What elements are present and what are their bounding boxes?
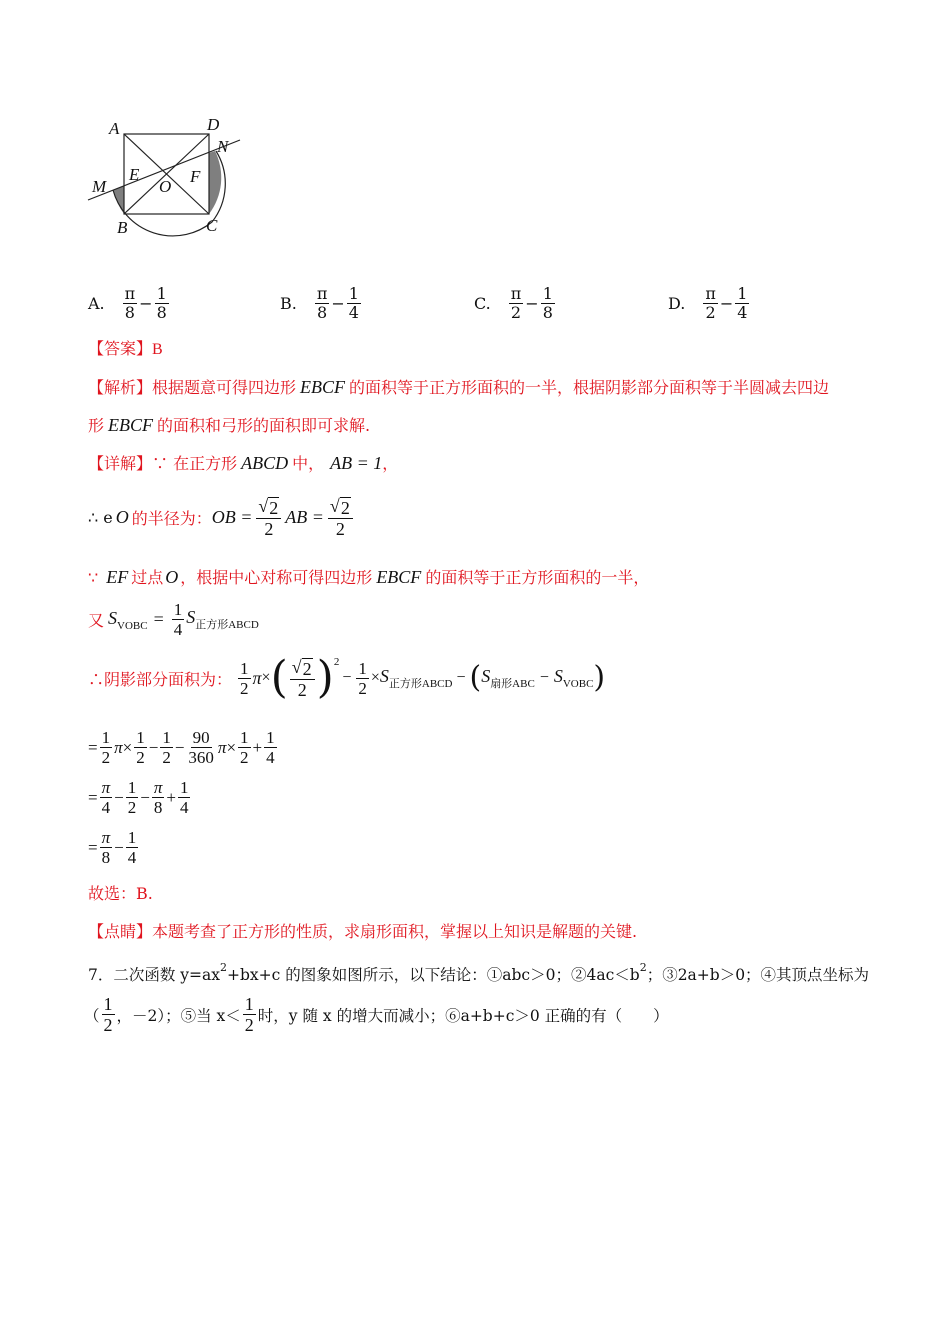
label-n: N: [217, 137, 229, 156]
opt-b-t1d: 8: [317, 303, 328, 322]
s-sector-sub: 扇形ABC: [490, 677, 535, 690]
geometry-figure: [80, 110, 250, 240]
s1d: 2: [136, 748, 145, 767]
analysis-p1: 根据题意可得四边形: [152, 378, 297, 397]
opt-c-t2n: 1: [542, 284, 553, 303]
detail-ab1: AB = 1: [330, 453, 383, 473]
q7-line-2: [84, 994, 669, 1035]
s3a: π: [101, 828, 111, 847]
q7-half-d-a: 2: [103, 1015, 113, 1035]
q7-half-d-b: 2: [244, 1015, 254, 1035]
detail-l4a: 又: [88, 611, 105, 630]
s2e: π: [153, 778, 163, 797]
choose-line: [88, 886, 153, 902]
quarter-d: 4: [173, 620, 183, 639]
label-a: A: [109, 119, 120, 138]
s-square-sub: 正方形ABCD: [195, 619, 259, 631]
s1e: 1: [162, 728, 171, 747]
s2d: 2: [127, 798, 137, 817]
analysis-line-1: [88, 378, 829, 396]
step-1: = $\frac{1}{2}$ π × $\frac{1}{2}$ − $\frac{1}{2}$ − $\frac{90}{360}$ π × $\frac{1}{2}$ + $\frac{1}{4}$: [88, 728, 275, 767]
q7-half-n-a: 1: [103, 994, 113, 1014]
detail-l3d: 的面积等于正方形面积的一半，: [425, 568, 650, 587]
label-d: D: [207, 115, 220, 134]
s1i: 1: [240, 728, 249, 747]
opt-c-t2d: 8: [542, 303, 553, 322]
analysis-ebcf-2: EBCF: [108, 415, 154, 435]
detail-two-b: 2: [335, 519, 345, 539]
opt-c-op: −: [525, 294, 539, 313]
s1l: 4: [266, 748, 275, 767]
s3b: 8: [101, 848, 111, 867]
s2g: 1: [179, 778, 189, 797]
label-o: O: [159, 177, 172, 196]
detail-l1a: ∵ 在正方形: [152, 454, 238, 473]
s3d: 4: [127, 848, 137, 867]
opt-a-op: −: [139, 294, 153, 313]
detail-sqrt2-b: 2: [340, 498, 350, 518]
opt-b-t2n: 1: [348, 284, 359, 303]
opt-b-op: −: [331, 294, 345, 313]
detail-two-a: 2: [264, 519, 274, 539]
opt-b-t1n: π: [316, 284, 328, 303]
option-b-letter: B.: [280, 294, 297, 313]
opt-d-op: −: [719, 294, 734, 313]
analysis-p4: 的面积和弓形的面积即可求解.: [157, 416, 371, 435]
analysis-p3: 形: [88, 416, 105, 435]
s2f: 8: [153, 798, 163, 817]
step-3: = $\frac{\pi}{8}$ − $\frac{1}{4}$: [88, 828, 137, 867]
opt-b-t2d: 4: [348, 303, 359, 322]
s1g: 90: [192, 728, 210, 747]
s1a: 1: [101, 728, 111, 747]
detail-line-1: [88, 454, 398, 472]
detail-l2a: ∴ e: [88, 508, 113, 527]
step-2: = $\frac{\pi}{4}$ − $\frac{1}{2}$ − $\frac{\pi}{8}$ + $\frac{1}{4}$: [88, 778, 189, 817]
opt-a-t1d: 8: [124, 303, 135, 322]
detail-l3o: O: [165, 567, 179, 587]
analysis-ebcf-1: EBCF: [300, 377, 346, 397]
answer-value: B: [152, 341, 163, 358]
label-f: F: [190, 167, 201, 186]
option-c[interactable]: [474, 285, 557, 322]
opt-d-t1d: 2: [705, 303, 716, 322]
s2c: 1: [127, 778, 137, 797]
detail-label: 【详解】: [88, 454, 153, 473]
detail-l1c: ，: [382, 454, 399, 473]
opt-a-t1n: π: [124, 284, 136, 303]
label-c: C: [206, 216, 218, 235]
detail-abcd: ABCD: [241, 453, 289, 473]
opt-d-t2d: 4: [737, 303, 748, 322]
q7-line1: 7．二次函数 y=ax: [88, 966, 221, 984]
detail-ebcf: EBCF: [376, 567, 422, 587]
option-c-letter: C.: [474, 294, 491, 313]
detail-l3b: 过点: [131, 568, 164, 587]
detail-l5a: ∴阴影部分面积为：: [88, 669, 233, 689]
opt-d-t1n: π: [705, 284, 716, 303]
answer-label: 【答案】: [88, 339, 153, 358]
opt-c-t1d: 2: [510, 303, 522, 322]
s2h: 4: [179, 798, 189, 817]
q7-half-n-b: 1: [244, 994, 254, 1014]
option-a-letter: A.: [88, 294, 105, 313]
answer-line: [88, 341, 163, 358]
quarter-n: 1: [173, 600, 183, 619]
detail-sqrt2-a: 2: [269, 498, 279, 518]
comment-text: 本题考查了正方形的性质，求扇形面积，掌握以上知识是解题的关键.: [152, 922, 638, 941]
label-b: B: [117, 218, 128, 237]
analysis-line-2: [88, 416, 370, 434]
detail-ab: AB =: [285, 507, 324, 527]
q7-lp: （: [84, 1006, 100, 1025]
s-vobc-sub: VOBC: [117, 619, 148, 632]
opt-c-t1n: π: [510, 284, 522, 303]
s3c: 1: [127, 828, 137, 847]
opt-d-t2n: 1: [737, 284, 748, 303]
detail-line-2: ∴ e O 的半径为： OB = √ 2 2 AB = √ 2 2: [88, 496, 355, 539]
s2a: π: [101, 778, 111, 797]
q7-line1b: +bx+c 的图象如图所示，以下结论：①abc＞0；②4ac＜b: [227, 966, 640, 984]
q7-line1c: ；③2a+b＞0；④其顶点坐标为: [646, 966, 870, 984]
detail-l2o: O: [115, 507, 129, 527]
analysis-p2: 的面积等于正方形面积的一半，根据阴影部分面积等于半圆减去四边: [349, 378, 830, 397]
detail-l2b: 的半径为：: [131, 509, 212, 528]
option-a[interactable]: [88, 285, 171, 322]
detail-l3c: ，根据中心对称可得四边形: [180, 568, 373, 587]
q7-sup-a: 2: [220, 961, 228, 974]
detail-ob: OB =: [211, 507, 253, 527]
detail-l1b: 中，: [292, 454, 325, 473]
opt-a-t2n: 1: [156, 284, 167, 303]
s-vobc-sub-2: VOBC: [562, 678, 594, 690]
s1h: 360: [188, 748, 214, 767]
s1j: 2: [240, 748, 249, 767]
comment-line: [88, 924, 637, 940]
detail-line-5: ∴阴影部分面积为： $\frac{1}{2}$ π × ( √ 2 2 ) 2 − $\frac{1}{2}$ × $S_{正方形ABCD}$ − ( $S_{扇形ABC}$ − $S_{VOBC}$ ): [88, 652, 606, 703]
option-b[interactable]: [280, 285, 363, 322]
choose-text: 故选：B.: [88, 884, 153, 903]
option-d-letter: D.: [668, 294, 686, 313]
q7-line2a: ，－2）；⑤当 x＜: [116, 1006, 241, 1025]
q7-line2b: 时，y 随 x 的增大而减小；⑥a+b+c＞0 正确的有（ ）: [257, 1006, 669, 1025]
s2b: 4: [101, 798, 111, 817]
s1k: 1: [266, 728, 275, 747]
q7-sup-b: 2: [639, 961, 647, 974]
opt-a-t2d: 8: [156, 303, 167, 322]
s1c: 1: [136, 728, 145, 747]
label-m: M: [92, 177, 107, 196]
q7-line-1: [88, 962, 869, 984]
comment-label: 【点睛】: [88, 922, 153, 941]
analysis-label: 【解析】: [88, 378, 153, 397]
s1b: 2: [101, 748, 111, 767]
detail-ef: EF: [106, 567, 129, 587]
detail-line-4: 又 $S_{VOBC}$ = $\frac{1}{4}$ $S_{正方形ABCD}$: [88, 600, 259, 639]
s-square-symbol: $S_{正方形ABCD}$: [186, 607, 259, 631]
s-vobc-symbol: $S_{VOBC}$: [108, 607, 148, 632]
detail-l3a: ∵: [88, 568, 99, 587]
shaded-region-right: [209, 151, 221, 214]
s-square-sub-2: 正方形ABCD: [388, 677, 453, 690]
detail-line-3: [88, 568, 649, 586]
option-d[interactable]: [668, 285, 751, 322]
s1f: 2: [162, 748, 171, 767]
label-e: E: [129, 165, 140, 184]
